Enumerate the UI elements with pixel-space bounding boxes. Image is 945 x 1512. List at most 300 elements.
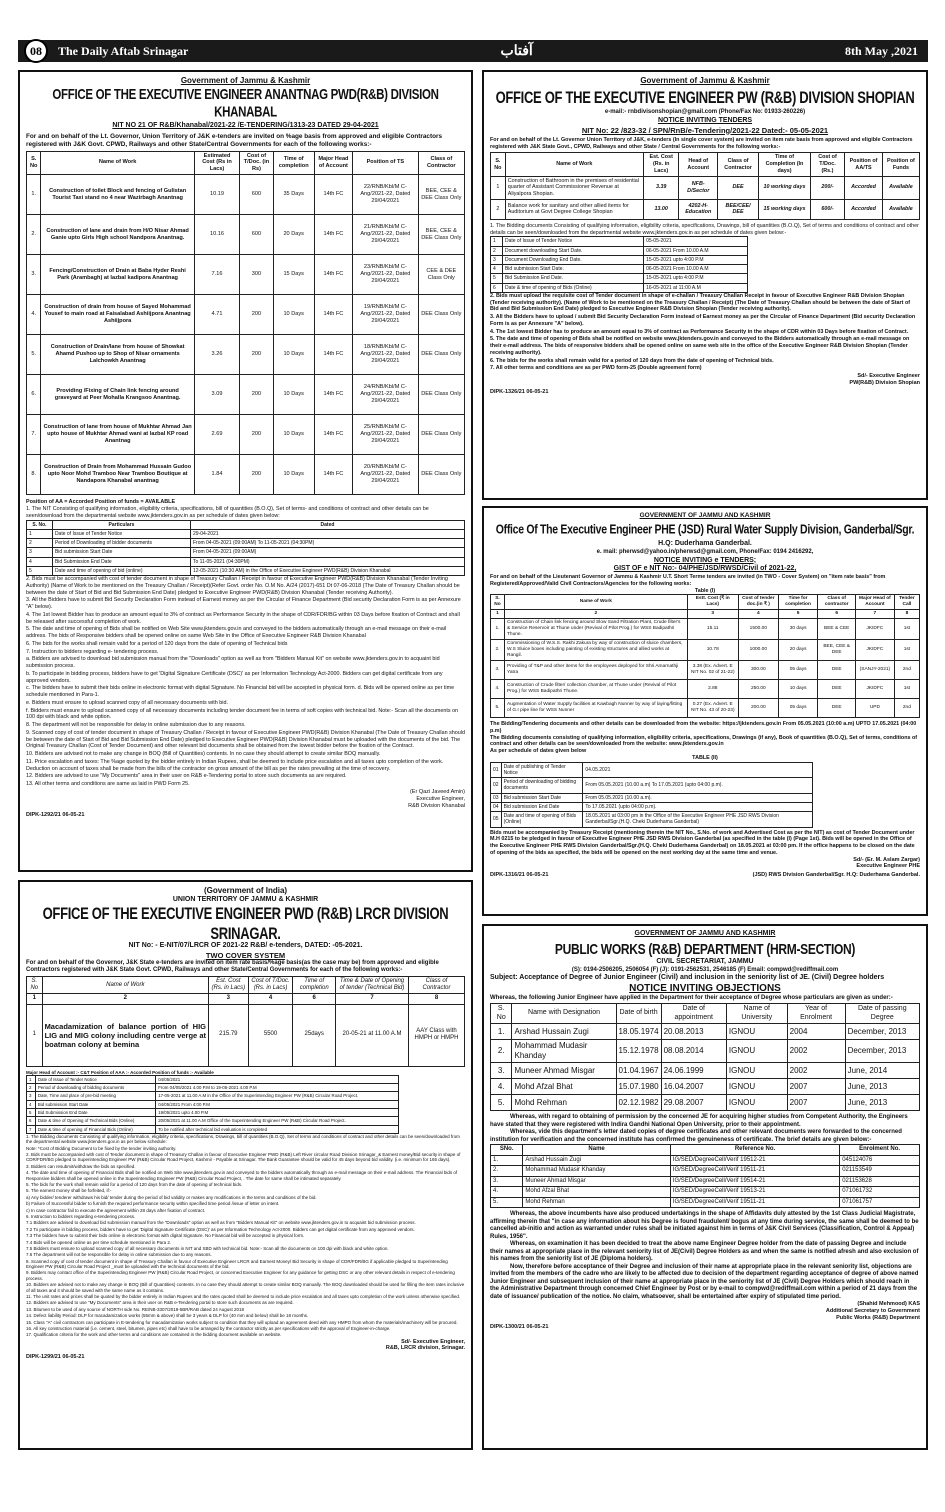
clause: 2. Bids must be accompanied with cost of tender document in shape of Treasury Challan / Receipt in favour of Executive Engineer PWD(R&B) Division Khanabal (Tender Inviting Authority) (Name of Work to be mentioned on the Treasury Challan / Receipt)(Refer Govt. order No. O.M No. A/24 (2017)-651 Dt 07-06-2018 (The Date of Treasury Challan should be between the date of Start of Bid and Bid Submission End Date) pledged to Executive Engineer PWD(R&B) Division Khanabal (Tender receiving Authority).	[26, 576, 460, 596]
table-cell: 021153628	[840, 1176, 920, 1187]
column-header: S. No	[491, 1003, 512, 1024]
works-table	[26, 151, 465, 496]
table-cell: Construction of Drain from Mohammad Hussain Gudoo upto Noor Mohd Tramboo Near Tramboo Boutique at Nandapora Khanabal anantnag	[41, 455, 194, 495]
table-cell: 01	[491, 762, 502, 778]
table-cell: IGNOU	[726, 1024, 787, 1040]
schedule-row	[491, 283, 748, 292]
schedule-row	[27, 529, 465, 538]
table-cell: 30 days	[778, 619, 818, 640]
table-cell: BEE & CEE	[818, 619, 856, 640]
clause: 4. The 1st lowest Bidder has to produce an amount equal to 3% of contract as Performance Security in the shape of CDR within 03 Days before fixation of Contract.	[490, 328, 909, 335]
table-row	[491, 1063, 920, 1079]
schedule-row	[27, 1084, 399, 1092]
table-cell: 14th FC	[314, 375, 352, 415]
column-header: 4	[738, 610, 778, 619]
schedule-row	[491, 812, 813, 828]
schedule-note: 1. The Bidding documents Consisting of qualifying information, eligibility criteria, specifications, Drawings, bill of quantities (B.O.Q), Set of terms and conditions of contract and other details can be seen/downloaded from the departmental website www.jktenders.gov.in as per schedule of dates given below:-	[490, 222, 919, 236]
table-row	[27, 215, 465, 255]
reference-row	[491, 1187, 920, 1198]
nit-number: NIT No: - E-NIT/07/LRCR OF 2021-22 R&B/ e-tenders, DATED: -05-2021.	[128, 942, 363, 950]
table-cell: 215.79	[209, 1004, 249, 1066]
para-verification: Whereas, vide this department's letter dated copies of degree certificates and other relevant documents were forwarded to the concerned institution for verification and the concerned institute has confirmed the genuineness of certificate. The brief details are given below:-	[490, 1129, 902, 1143]
table-cell: 6.	[27, 375, 41, 415]
dipk-number: DIPK-1300/21 06-05-21	[490, 1323, 549, 1330]
clause: 7.2 To participate in bidding process, bidders have to get 'Digital Signature Certificate (DSC)' as per Information Technology Act-2000. Bidders can get digital certificate from any approved vendors.	[26, 1226, 415, 1232]
table-cell: 10 Days	[273, 415, 314, 455]
clause: 2. Bids must upload the requisite cost of Tender document in shape of e-challan / Treasury Challan Receipt in favour of Executive Engineer R&B Division Shopian (Tender receiving authority). (Name of Work to be mentioned on the Treasury Challan / Receipt) (The Date of Treasury Challan should be between the date of Start of Bid and Bid Submission End Date) pledged to Executive Engineer R&B Division Shopian (Tender receiving authority).	[490, 292, 911, 313]
table-cell: 4.	[491, 680, 505, 699]
column-header: 4	[248, 994, 293, 1004]
table-cell: 01.04.1967	[616, 1063, 661, 1079]
table-cell: JKIDFC	[855, 640, 894, 661]
terms-list	[26, 576, 465, 788]
column-header: Dated	[190, 520, 464, 529]
schedule-table	[490, 236, 748, 293]
clause: 13. Bitumen to be used of any source of NORTH side No. RE/NB-3307/2019-5BR/RAB dated 24 August 2018	[26, 1306, 245, 1312]
table-cell: DEE Class Only	[418, 295, 464, 335]
table-cell: 10 working days	[759, 176, 811, 199]
column-header: Position of Funds	[882, 153, 919, 176]
para-permission: Whereas, with regard to obtaining of permission by the concerned JE for acquiring higher studies from Competent Authority, the Engineers have stated that they were registered with Indira Gandhi National Open University, prior to their appointment.	[490, 1114, 908, 1128]
clause: f. Bidders must ensure to upload scanned copy of all necessary documents including tender document fee in terms of soft copies with technical bid. Note:- Scan all the documents on 100 dpi with black and white option.	[26, 707, 459, 721]
table-cell: 200	[240, 415, 274, 455]
clause: 7. Instruction to bidders regarding e- tendering process.	[26, 648, 159, 655]
clause: 6. Instruction to bidders regarding e-tendering process.	[26, 1213, 136, 1219]
column-header: Date of passing Degree	[845, 1003, 919, 1024]
signature-line: Executive Engineer,	[416, 795, 465, 802]
schedule-row	[491, 778, 813, 794]
para-objections: Now, therefore before acceptance of their Degree and inclusion of their name at appropriate place in the relevant seniority list, objections are invited from the members of the cadre who are likely to be affected due to decision of the department regarding acceptance of degree of above named Junior Engineer and subsequent inclusion of their name at appropriate place in the seniority list of JE (Civil) Degree Holders which should reach in the Administrative Department through concerned Chief Engineer by Post or by e-mail to compwd@rediffmail.com within a period of 21 days from the date of issuance/ publication of the notice. No claim, whatsoever, shall be entertained after expiry of stipulated time period.	[490, 1263, 919, 1300]
clause: 4. The date and time of opening of Financial Bids shall be notified on Web Site www.jktenders.gov.in and conveyed to the bidders automatically through an e-mail message on their e-mail address. The Financial bids of Responsive bidders shall be opened online in the Superintending Engineer PW (R&B) Circular Road Project, . The date for same shall be intimated separately.	[26, 1170, 458, 1181]
clause: 5. The bids for the work shall remain valid for a period of 120 days from the date of opening of technical bids.	[26, 1181, 243, 1187]
clause: e. Bidders must ensure to upload scanned copy of all necessary documents with bid.	[26, 699, 228, 706]
table-cell: 2.88	[687, 680, 738, 699]
table-cell: 04/05/2021	[156, 1075, 399, 1083]
table-cell: Construction of lane and drain from H/O Nisar Ahmad Ganie upto Girls High school Nandpora Anantnag.	[41, 215, 194, 255]
terms-clause: Bids must be accompanied by Treasury Receipt (mentioning therein the NIT No., S.No. of work and Advertised Cost as per the NIT) as cost of Tender Document under M.H 0215 to be pledged in favour of Executive Engineer PHE JSD RWS Division Ganderbal (as specified in the table (I) (Page 1st). Bids will be opened in the Office of the Executive Engineer PHE RWS Division Ganderbal/Sgr.(H.Q. Cheki Duderhama Ganderbal) on 18.05.2021 at 03:00 pm. If the office happens to be closed on the date of opening of the bids as specified, the bids will be opened on the next working day at the same time and venue.	[490, 829, 915, 856]
documents-note: The Bidding documents consisting of qualifying information, eligibility criteria, specifications, Drawings (if any), Book of quantities (B.O.Q), Set of terms, conditions of contract and other details can be seen/downloaded from the website: www.jktenders.gov.in	[490, 734, 918, 748]
table-cell: 06-05-2021 From 10.00 A.M	[644, 265, 748, 274]
table-cell: 2nd	[894, 661, 919, 680]
clause: 17. Qualification criteria for the work and other terms and conditions are contained in the bidding document available on website.	[26, 1332, 282, 1338]
table-cell: Arshad Hussain Zugi	[523, 1155, 670, 1166]
clause: 5. The date and time of opening of Bids shall be notified on website www.jktenders.gov.in and conveyed to the Bidders automatically through an e-mail message on their e-mail address. The bids of responsive bidders shall be opened online on same web site in the office of the Executive Engineer R&B Division Shopian (Tender receiving authority).	[490, 336, 910, 356]
table-cell: 1	[491, 176, 506, 199]
table-cell: 1st	[894, 680, 919, 699]
table-cell: Mohammad Mudasir Khanday	[512, 1040, 616, 1063]
table-cell: 25/RNB/Kbl/M C-Ang/2021-22, Dated 29/04/2021	[353, 415, 419, 455]
table-cell: 04.05.2021	[583, 762, 812, 778]
table-cell: Construction of drain from house of Sayed Mohammad Yousef to main road at Faisalabad Ashiijpora Anantnag Ashiijpora	[41, 295, 194, 335]
table-cell: 05-05-2021	[644, 237, 748, 246]
table-cell: June, 2013	[845, 1079, 919, 1095]
column-header: Cost of tender doc.(in ₹ )	[738, 595, 778, 610]
column-header: 8	[894, 610, 919, 619]
table-cell: 15.11	[687, 619, 738, 640]
table-cell: 2	[27, 539, 53, 548]
contact-line: (S): 0194-2506205, 2506054 (F) (J): 0191-2562531, 2546185 (F) Email: compwd@rediffmail.com	[571, 966, 839, 973]
notice-heading: NOTICE INVITING TENDERS	[657, 116, 753, 124]
table-cell: IGNOU	[726, 1040, 787, 1063]
clause: b. To participate in bidding process, bidders have to get 'Digital Signature Certificate (DSC)' as per Information Technology Act-2000. Bidders can get digital certificate from any approved vendors.	[26, 670, 443, 684]
table-cell: 2	[491, 246, 503, 255]
table-cell: 2.	[27, 215, 41, 255]
nit-number: NIT No: 22 /823-32 / SPN/RnB/e-Tendering/2021-22 Dated:- 05-05-2021	[581, 125, 829, 135]
table-cell: 3	[491, 255, 503, 264]
table-cell: 3.38 (Ex. Advert. E NIT No. 02 of 21-22)	[687, 661, 738, 680]
table-cell: 600	[240, 215, 274, 255]
column-header: Time for completion	[778, 595, 818, 610]
table-cell: AAY Class with HMPH or HMPH	[409, 1004, 465, 1066]
table-cell: 15-05-2021 upto 4:00 P.M	[644, 255, 748, 264]
notice-intro: For and on behalf of the Lieutenant Governor of Jammu & Kashmir U.T. Short Terme tenders are invited (in TWO - Cover System) on "item rate basis" from Registered/Approved/Valid Civil Contractors/Agencies for the following works:	[490, 574, 886, 587]
tender-notice-ganderbal	[482, 506, 928, 916]
table-cell: Available	[882, 176, 919, 199]
table-cell: 3.	[27, 255, 41, 295]
signature-block	[26, 789, 465, 810]
table-cell: 5	[491, 274, 503, 283]
table-cell: IGNOU	[726, 1079, 787, 1095]
issue-date: 8th May ,2021	[845, 43, 918, 58]
table-cell: Mohd Afzal Bhat	[512, 1079, 616, 1095]
dipk-number: DIPK-1299/21 06-05-21	[26, 1353, 85, 1360]
signature-line: R&B, LRCR division, Srinagar.	[385, 1345, 465, 1352]
table-cell: 14th FC	[314, 295, 352, 335]
table-cell: (SANJY-2021)	[855, 661, 894, 680]
column-header: Date of appointment	[661, 1003, 726, 1024]
table-cell: UPD	[855, 699, 894, 718]
references-table	[490, 1144, 920, 1208]
column-header: 1	[491, 610, 505, 619]
table-cell: 2.	[491, 1166, 523, 1177]
table-cell: 1.	[491, 619, 505, 640]
table-cell: IGNOU	[726, 1095, 787, 1111]
table-cell: 20 Days	[273, 215, 314, 255]
table-cell: 5	[27, 1109, 36, 1117]
table-cell: 5500	[248, 1004, 293, 1066]
table-cell: 1.	[27, 175, 41, 215]
dipk-number: DIPK-1326/21 06-05-21	[490, 388, 549, 395]
table-cell: From 04-05-2021 (09:00AM) To 11-05-2021 (04:30PM)	[190, 539, 464, 548]
table-cell: 071061732	[840, 1187, 920, 1198]
table-cell: 200	[240, 375, 274, 415]
table-cell: 7	[27, 1125, 36, 1133]
column-header: Name of University	[726, 1003, 787, 1024]
terms-list	[490, 293, 920, 372]
table-cell: June, 2013	[845, 1095, 919, 1111]
reference-row	[491, 1176, 920, 1187]
table-row	[27, 255, 465, 295]
table-cell: Accorded	[845, 199, 883, 219]
table-cell: 5.	[491, 699, 505, 718]
table-cell: 29.08.2007	[661, 1095, 726, 1111]
table-cell: IG/SED/DegreeCell/Verif 19512-21	[670, 1155, 839, 1166]
clause: Note: *Cost of Bidding Document to be fixed by the tender inviting authority.	[26, 1145, 177, 1151]
table-cell: 14th FC	[314, 255, 352, 295]
table-cell: BEE, CEE & DEE Class Only	[418, 175, 464, 215]
clause: 12. Bidders are advised to use "My Documents" area in their user on R&B e-Tendering portal to store such documents as are required.	[26, 773, 347, 780]
table-cell: Arshad Hussain Zugi	[512, 1024, 616, 1040]
clause: 4. The 1st lowest Bidder has to produce an amount equal to 3% of contract as Performance Security in the shape of CDR/FDR/BG within 03 Days before fixation of Contract and shall be released after successful completion of work.	[26, 611, 460, 625]
table-cell: DEE Class Only	[418, 455, 464, 495]
position-line: Position of AA = Accorded Position of funds = AVAILABLE	[26, 499, 176, 506]
table-cell: 18.05.1974	[616, 1024, 661, 1040]
table-cell: Bid submission Start Date	[52, 548, 190, 557]
notice-intro: For and on behalf of the Lt. Governor, Union Territory of J&K e-tenders are invited on %age basis from approved and eligible Contractors registered with J&K Govt. CPWD, Railways and other State/Central Governments for each of the following works:-	[26, 132, 443, 148]
table-row	[491, 699, 920, 718]
signature-line: (Er Qazi Javeed Amin)	[409, 788, 465, 795]
para-affidavit: Whereas, the above incumbents have also produced undertakings in the shape of Affidavits duly attested by the 1st Class Judicial Magistrate, affirming therein that "in case any information about his Degree is found fraudulent/ bogus at any time during service, the same shall be deemed to be cancelled ab-initio and action as warranted under rules shall be initiated against him in terms of J&K Civil Services (Classification, Control & Appeal) Rules, 1956".	[490, 1211, 919, 1240]
table-cell: Providing /Fixing of Chain link fencing around graveyard at Peer Mohalla Krangsoo Anantnag.	[41, 375, 194, 415]
table-cell: IG/SED/DegreeCell/Verif 19511-21	[670, 1197, 839, 1208]
table-cell: CEE & DEE Class Only	[418, 255, 464, 295]
table-cell: 2004	[787, 1024, 845, 1040]
objection-notice-hrm	[482, 924, 928, 1450]
table-cell: Fencing/Construction of Drain at Baba Hyder Reshi Park (Arambagh) at lazbal kadipora Anantnag	[41, 255, 194, 295]
column-header: Name of Work	[41, 151, 194, 175]
table-cell: 2002	[787, 1040, 845, 1063]
column-header: Name with Designation	[512, 1003, 616, 1024]
table-cell: 15 working days	[759, 199, 811, 219]
clause: 12. Bidders are advised to use "My Documents" area in their user on R&B e-Tendering portal to store such documents as are required.	[26, 1300, 294, 1306]
table-cell: Construction of Chain link fencing around Slow Sand Filtration Plant, Crude filter's & Service Reservoir at Thune under (Revival of Pilot Prog.) for WSS Badipathri Thune.	[505, 619, 688, 640]
schedule-row	[27, 1117, 399, 1125]
table-cell: Construction of Drain/lane from house of Showkat Ahamd Pushoo up to Shop of Nisar ornaments Lalchowkh Anantnag	[41, 335, 194, 375]
table-cell: Date & time of Opening of Technical Bids (Online)	[35, 1117, 155, 1125]
table-cell: BEE/CEE/ DEE	[717, 199, 758, 219]
table-cell: Date and time of opening of Bids (Online)	[501, 812, 583, 828]
works-table	[490, 594, 920, 718]
column-header: Particulars	[52, 520, 190, 529]
notice-title: PUBLIC WORKS (R&B) DEPARTMENT (HRM-SECTION)	[554, 939, 856, 958]
clause: c. The bidders have to submit their bids online in electronic format with digital Signature. No Financial bid will be accepted in physical form. d. Bids will be opened online as per time schedule mentioned in Para-1.	[26, 685, 455, 699]
table-cell: 25days	[293, 1004, 336, 1066]
table-cell: From 05.05.2021 (10.00 a.m).	[583, 793, 812, 802]
table-cell: 4.	[491, 1079, 512, 1095]
column-header: 2	[42, 994, 208, 1004]
clause: 7.3 The bidders have to submit their bids online in electronic format with digital Signature. No Financial bid will be accepted in physical form.	[26, 1233, 305, 1239]
secretariat-line: CIVIL SECRETARIAT, JAMMU	[656, 957, 754, 965]
column-header: Reference No.	[670, 1145, 839, 1156]
table-cell: 10.19	[194, 175, 239, 215]
clause: 6. The bids for the works shall remain valid for a period of 120 days from the date of opening of Technical bids.	[490, 357, 774, 364]
table-cell: 19/RNB/Kbl/M C-Ang/2021-22, Dated 29/04/2021	[353, 295, 419, 335]
column-header: Estt. Cost (₹ in Lacs)	[687, 595, 738, 610]
schedule-row	[27, 1125, 399, 1133]
table-cell: Date, Time and place of pre-bid meeting	[35, 1092, 155, 1100]
table-cell: 17-05-2021 at 11.00 A.M in the Office of the Superintending Engineer PW (R&B) Circular Road Project.	[156, 1092, 399, 1100]
table-cell: 7.16	[194, 255, 239, 295]
table-cell: Accorded	[845, 176, 883, 199]
table-cell: 06-05-2021 From 10.00 A.M	[644, 246, 748, 255]
schedule-row	[27, 1109, 399, 1117]
table-cell: 8.	[27, 455, 41, 495]
ut-header: UNION TERRITORY OF JAMMU & KASHMIR	[172, 895, 319, 903]
position-line: Major Head of Account :- C&T Position of AAA :- Accorded Position of funds :- Available	[26, 1069, 214, 1075]
table-cell: 4.	[491, 1187, 523, 1198]
column-header: Class of Contractor	[418, 151, 464, 175]
table-cell: To 11-05-2021 (04:30PM)	[190, 557, 464, 566]
works-table	[26, 976, 465, 1067]
table-cell: 24.06.1999	[661, 1063, 726, 1079]
table-cell: To 17.05.2021 (upto 04:00 p.m).	[583, 802, 812, 811]
table-cell: 5	[27, 566, 53, 575]
table-cell: Date of publishing of Tender Notice	[501, 762, 583, 778]
schedule-row	[491, 802, 813, 811]
table-cell: 2.	[491, 640, 505, 661]
applicants-table	[490, 1003, 920, 1112]
table-cell: Muneer Ahmad Misgar	[523, 1176, 670, 1187]
schedule-row	[491, 762, 813, 778]
schedule-row	[491, 274, 748, 283]
table-cell: Mohd Rehman	[523, 1197, 670, 1208]
table-cell: 23/RNB/Kbl/M C-Ang/2021-22, Dated 29/04/2021	[353, 255, 419, 295]
cover-system: TWO COVER SYSTEM	[205, 950, 286, 960]
schedule-row	[491, 237, 748, 246]
reference-row	[491, 1166, 920, 1177]
terms-list	[26, 1134, 465, 1338]
para-decision: Whereas, on examination it has been decided to treat the above name Engineer Degree holder from the date of passing Degree and include their names at appropriate place in the relevant seniority list of JE(Civil) Degree Holders as and when the same is notified afresh and also exclusion of his names from the seniority list of JE (Diploma holders).	[490, 1241, 919, 1263]
signature-line: Sd/- Executive Engineer	[857, 373, 920, 380]
table-cell: 2.	[491, 1040, 512, 1063]
table-cell: 071061757	[840, 1197, 920, 1208]
table-cell: 2002	[787, 1063, 845, 1079]
table-cell: Available	[882, 199, 919, 219]
table-cell: 14th FC	[314, 455, 352, 495]
dipk-number: DIPK-1292/21 06-05-21	[26, 811, 85, 818]
government-header: GOVERNMENT OF JAMMU AND KASHMIR	[639, 512, 771, 519]
table-row	[27, 415, 465, 455]
clause: 9. Scanned copy of cost of tender document in shape of Treasury Challan / Receipt in favour of Executive Engineer PWD(R&B) Division Khanabal (The Date of Treasury Challan should be between the date of Start of Bid and Bid Submission End Date) pledged to Executive Engineer PWD(R&B) Division Khanabal must be uploaded with the documents of the bid. The Original Treasury Challan (Cost of Tender Document) and other relevant bid documents shall be obtained from the lowest bidder before the fixation of the Contract.	[26, 729, 465, 750]
table-cell: 14th FC	[314, 175, 352, 215]
table-cell: Date of Issue of Tender Notice	[35, 1075, 155, 1083]
clause: 7.4 Bids will be opened online as per time schedule mentioned in Para 2.	[26, 1239, 172, 1245]
column-header: 2	[505, 610, 688, 619]
reference-row	[491, 1155, 920, 1166]
table-cell: 1	[27, 1004, 43, 1066]
column-header: Cost of T/Doc. (Rs. in Lacs)	[248, 976, 293, 993]
clause: 1. The Bidding documents Consisting of qualifying information, eligibility criteria, specifications, Drawings, bill of quantities (B.O.Q), Set of terms and conditions of contract and other details can be seen/downloaded from the departmental website www.jktenders.gov.in as per below schedule:	[26, 1133, 460, 1145]
table-cell: Date & time of opening of Financial Bids (Online)	[35, 1125, 155, 1133]
column-header: Cost of T/Doc. (Rs.)	[810, 153, 844, 176]
column-header: 3	[209, 994, 249, 1004]
newspaper-logo: آفتاب	[500, 43, 533, 59]
clause: b) Failure of Successful bidder to furnish the required performance security within specified time period /issue of letter on intent.	[26, 1201, 280, 1207]
table-cell: Construction of Crude filter/ collection chamber, at Thune under (Revival of Pilot Prog.) for WSS Badipathri Thune.	[505, 680, 688, 699]
table-cell: From 04-05-2021 (09:00AM)	[190, 548, 464, 557]
table-cell: December, 2013	[845, 1040, 919, 1063]
column-header: S. No	[27, 976, 43, 993]
notice-title: OFFICE OF THE EXECUTIVE ENGINEER PWD (R&B) LRCR DIVISION SRINAGAR.	[42, 904, 449, 943]
table-cell: IG/SED/DegreeCell/Verif 19513-21	[670, 1187, 839, 1198]
table-cell: 29-04-2021	[190, 529, 464, 538]
clause: 10. Bidders are advised not to make any change in BOQ (Bill of Quantities) contents. In no case they should attempt to create similar BOQ manually.	[26, 751, 381, 758]
column-header: 8	[409, 994, 465, 1004]
notice-title: OFFICE OF THE EXECUTIVE ENGINEER PW (R&B) DIVISION SHOPIAN	[495, 87, 915, 107]
table-cell: Bid Submission End Date	[52, 557, 190, 566]
column-header: Class of Contractor	[717, 153, 758, 176]
notice-intro: For and on behalf of the Governor, J&K State e-tenders are invited on item rate basis/%age basis(as the case may be) from approved and eligible Contractors registered with J&K State Govt. CPWD, Railways and other State/Central Governments for each of the following works:-	[26, 959, 439, 973]
hq-line: H.Q: Duderhama Ganderbal.	[658, 540, 752, 548]
dipk-number: DIPK-1316/21 06-05-21	[490, 872, 549, 879]
table-cell: 2007	[787, 1079, 845, 1095]
column-header: Cost of T/Doc. (in Rs)	[240, 151, 274, 175]
signature-block	[490, 373, 920, 387]
clause: 15. Class "A" civil contractors can participate in E-tendering for macadamization works subject to condition that they will upload an agreement deed with any HMPO from whom the materials/machinery will be procured.	[26, 1319, 458, 1325]
table-cell: IG/SED/DegreeCell/Verif 19511-21	[670, 1166, 839, 1177]
column-header: Enrolment No.	[840, 1145, 920, 1156]
table-cell: DEE	[717, 176, 758, 199]
table-cell: December, 2013	[845, 1024, 919, 1040]
clause: 13. All other terms and conditions are same as laid in PWD Form 25.	[26, 781, 190, 788]
table-row	[491, 1024, 920, 1040]
column-header: S. No	[491, 153, 506, 176]
notice-title: Office Of The Executive Engineer PHE (JSD) Rural Water Supply Division, Ganderbal/Sgr.	[495, 522, 915, 538]
column-header: Major Head of Account	[855, 595, 894, 610]
table-cell: 4	[491, 265, 503, 274]
tender-notice-anantnag	[18, 70, 473, 872]
table-cell: 1	[491, 237, 503, 246]
tender-notice-shopian	[482, 70, 928, 500]
column-header: 6	[818, 610, 856, 619]
table-row	[27, 1004, 465, 1066]
table-cell: 1.84	[194, 455, 239, 495]
table-cell: 10 Days	[273, 335, 314, 375]
schedule-row	[27, 1100, 399, 1108]
schedule-row	[27, 1075, 399, 1083]
table-cell: 5.	[491, 1197, 523, 1208]
government-header: Government of Jammu & Kashmir	[180, 76, 311, 85]
table-cell: 12-05-2021 (10:30 AM) in the Office of Executive Engineer PWD(R&B) Division Khanabal	[190, 566, 464, 575]
clause: 14. Defect liability Period: DLP for macadamization works (55mm & above) shall be 3 years & DLP for (40 mm and below) shall be 18 months.	[26, 1313, 309, 1319]
table-cell: DEE Class Only	[418, 415, 464, 455]
signature-line: (Shahid Mehmood) KAS	[857, 1301, 920, 1308]
table-cell: 14th FC	[314, 215, 352, 255]
table-cell: IG/SED/DegreeCell/Verif 19514-21	[670, 1176, 839, 1187]
table-cell: 20/05/2021 at 11.00 A.M Office of the Superintending Engineer PW (R&B) Circular Road Project.	[156, 1117, 399, 1125]
schedule-row	[27, 548, 465, 557]
contact-line: e. mail: pherwsd@yahoo.in/pherwsd@gmail.com, Phone/Fax: 0194 2416292,	[596, 549, 814, 555]
table-cell: Commissioning of W.S.S. Rakhi Zakura by way of construction of sluice chambers, W.S Sluice boxes including painting of existing structures and allied works at Rangil.	[505, 640, 688, 661]
table2-label: TABLE (II)	[692, 754, 718, 761]
clause: 3. All the Bidders have to upload / submit Bid Security Declaration Form instead of Earnest money as per the Circular of Finance Department (Bid security Declaration Form is as per Annexure "A" below).	[490, 314, 916, 327]
table-cell: 3	[27, 548, 53, 557]
column-header: Class of Contractor	[409, 976, 465, 993]
table-cell: 250.00	[738, 680, 778, 699]
notice-heading: NOTICE INVITING e TENDERS;	[653, 556, 757, 564]
table-cell: 10 Days	[273, 295, 314, 335]
table-cell: Bid submission Start Date.	[502, 265, 643, 274]
table-cell: 5.	[27, 335, 41, 375]
table-row	[27, 375, 465, 415]
tender-notice-srinagar	[18, 880, 473, 1450]
clause: 7.6 The department will not be responsible for delay in online submission due to any reasons.	[26, 1252, 212, 1258]
table-cell: 15.12.1978	[616, 1040, 661, 1063]
column-header: Class of contractor	[818, 595, 856, 610]
column-header: Est. Cost (Rs. in Lacs)	[209, 976, 249, 993]
column-header: 1	[27, 994, 43, 1004]
table-cell: 4	[27, 557, 53, 566]
table-cell: 1st	[894, 619, 919, 640]
clause: 10. Bidders are advised not to make any change in BOQ (Bill of Quantities) contents. In no case they should attempt to create similar BOQ manually. The BOQ downloaded should be used for filling the item rates inclusive of all taxes and it should be saved with the same name as it contains.	[26, 1282, 465, 1293]
table-cell: From 04/05/2021 4.00 P.M to 19-05-2021 4.00 P.M	[156, 1084, 399, 1092]
clause: 7. All other terms and conditions are as per PWD form-25 (Double agreement form)	[490, 365, 702, 372]
table-cell: 4.	[27, 295, 41, 335]
table-cell: Document downloading Start Date.	[502, 246, 643, 255]
column-header: Position of AA/TS	[845, 153, 883, 176]
nit-number: NIT NO 21 OF R&B/Khanabal/2021-22 /E-TENDERING/1313-23 DATED 29-04-2021	[112, 121, 379, 129]
table-cell: 10 days	[778, 680, 818, 699]
